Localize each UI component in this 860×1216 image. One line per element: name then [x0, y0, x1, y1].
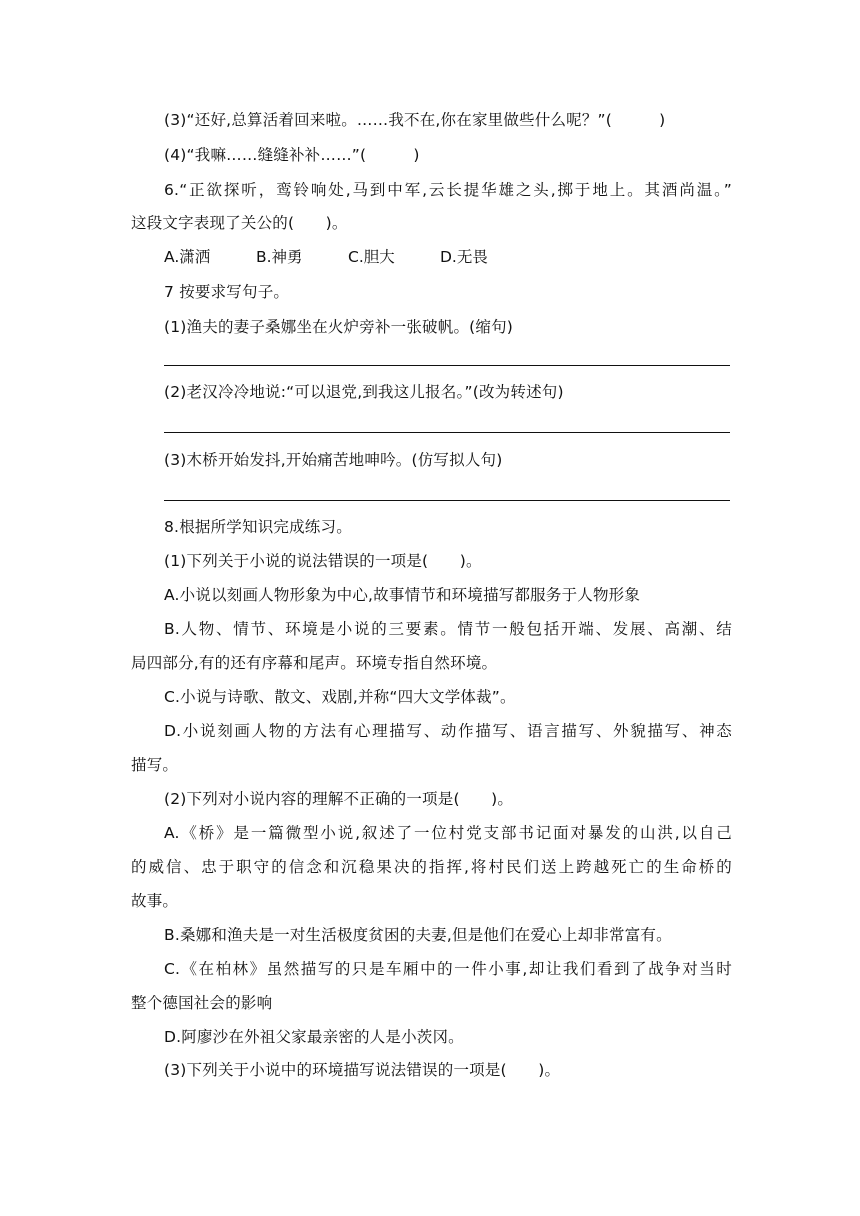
- q8-1-option-b-cont: 局四部分,有的还有序幕和尾声。环境专指自然环境。: [131, 654, 498, 672]
- q5-item-4: (4)“我嘛……缝缝补补……”( ): [164, 146, 420, 164]
- q7-item-3: (3)木桥开始发抖,开始痛苦地呻吟。(仿写拟人句): [164, 451, 503, 469]
- q8-2-option-a: A.《桥》是一篇微型小说,叙述了一位村党支部书记面对暴发的山洪,以自己: [164, 824, 732, 842]
- q8-1-option-d-cont: 描写。: [131, 756, 179, 774]
- q6-option-b: B.神勇: [256, 248, 303, 266]
- q8-2-option-d: D.阿廖沙在外祖父家最亲密的人是小茨冈。: [164, 1028, 464, 1046]
- q6-option-d: D.无畏: [440, 248, 488, 266]
- answer-line-1[interactable]: [164, 365, 730, 366]
- q8-heading: 8.根据所学知识完成练习。: [164, 518, 352, 536]
- q8-2-option-c: C.《在柏林》虽然描写的只是车厢中的一件小事,却让我们看到了战争对当时: [164, 960, 732, 978]
- q8-2-option-a-cont: 的威信、忠于职守的信念和沉稳果决的指挥,将村民们送上跨越死亡的生命桥的: [131, 858, 732, 876]
- answer-line-3[interactable]: [164, 500, 730, 501]
- answer-line-2[interactable]: [164, 432, 730, 433]
- q8-2-option-b: B.桑娜和渔夫是一对生活极度贫困的夫妻,但是他们在爱心上却非常富有。: [164, 926, 672, 944]
- q5-item-3: (3)“还好,总算活着回来啦。……我不在,你在家里做些什么呢？”( ): [164, 111, 666, 129]
- q8-2-option-a-end: 故事。: [131, 892, 179, 910]
- q6-option-a: A.潇洒: [164, 248, 211, 266]
- q6-stem-cont: 这段文字表现了关公的( )。: [131, 214, 348, 232]
- q8-2-option-c-cont: 整个德国社会的影响: [131, 994, 273, 1012]
- q8-1-option-d: D.小说刻画人物的方法有心理描写、动作描写、语言描写、外貌描写、神态: [164, 722, 732, 740]
- q6-option-c: C.胆大: [348, 248, 395, 266]
- q8-1-option-c: C.小说与诗歌、散文、戏剧,并称“四大文学体裁”。: [164, 688, 516, 706]
- q8-3-stem: (3)下列关于小说中的环境描写说法错误的一项是( )。: [164, 1061, 561, 1079]
- q8-1-option-b: B.人物、情节、环境是小说的三要素。情节一般包括开端、发展、高潮、结: [164, 620, 732, 638]
- q6-options: [164, 247, 488, 267]
- q6-stem: 6.“正欲探听，鸾铃响处,马到中军,云长提华雄之头,掷于地上。其酒尚温。”: [164, 181, 732, 199]
- q7-heading: 7 按要求写句子。: [164, 283, 290, 301]
- q7-item-2: (2)老汉冷冷地说:“可以退党,到我这儿报名。”(改为转述句): [164, 383, 564, 401]
- q7-item-1: (1)渔夫的妻子桑娜坐在火炉旁补一张破帆。(缩句): [164, 318, 514, 336]
- q8-2-stem: (2)下列对小说内容的理解不正确的一项是( )。: [164, 790, 514, 808]
- q8-1-option-a: A.小说以刻画人物形象为中心,故事情节和环境描写都服务于人物形象: [164, 586, 641, 604]
- q8-1-stem: (1)下列关于小说的说法错误的一项是( )。: [164, 552, 482, 570]
